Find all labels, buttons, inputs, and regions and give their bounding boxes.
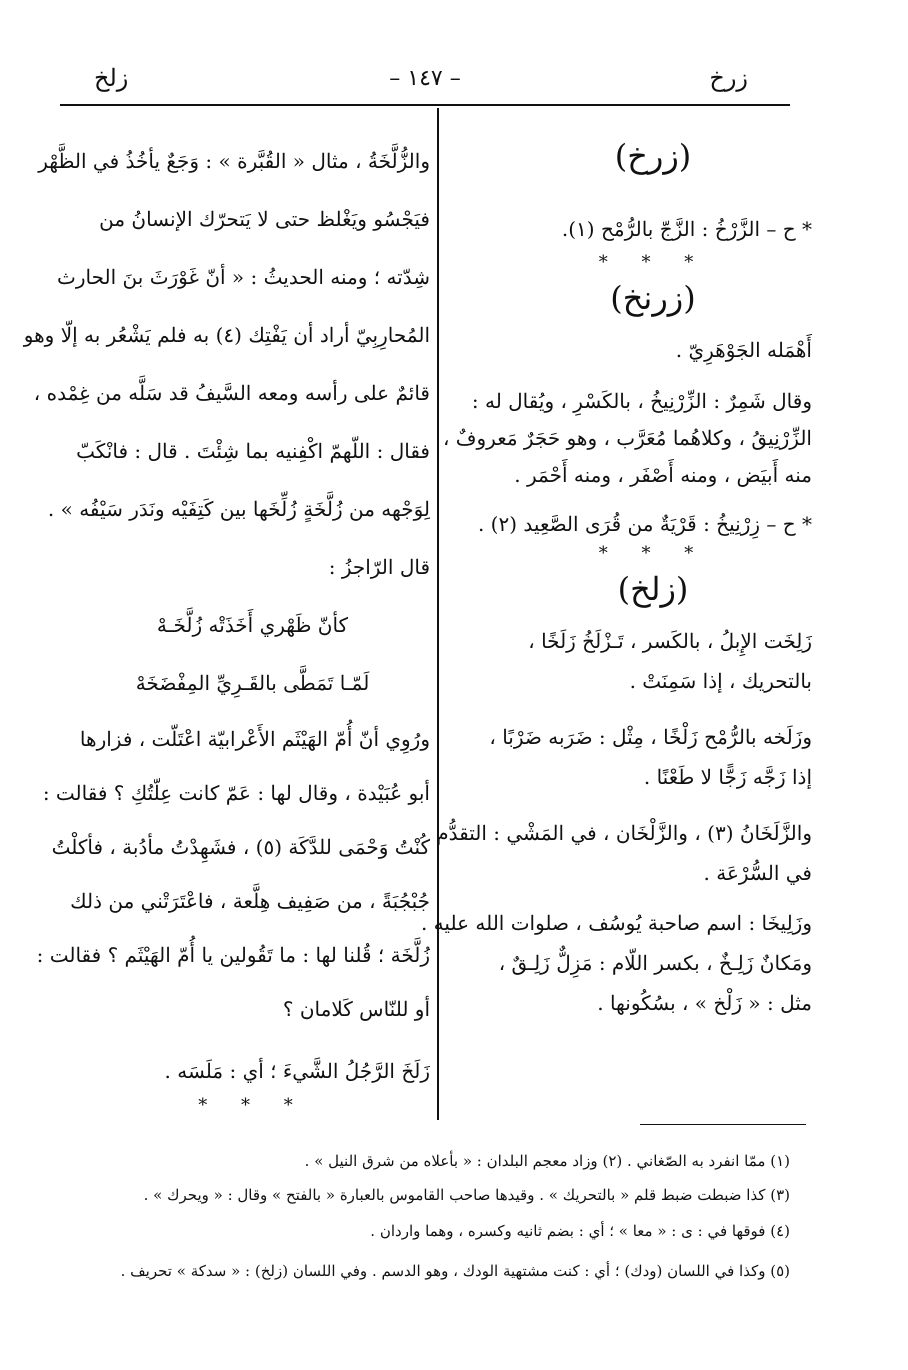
entry-line: وزَلَخه بالرُّمْح زَلْخًا ، مِثْل : ضَرَبه ضَرْبًا ، [489, 725, 812, 749]
verse-line: كأنّ ظَهْري أَخَذَتْه زُلَّخَـهْ [156, 613, 349, 637]
text-line: أو للنّاس كَلامان ؟ [282, 997, 430, 1021]
separator-stars: * * * [598, 543, 708, 564]
header-rule [60, 104, 790, 106]
footnote: (٣) كذا ضبطت ضبط قلم « بالتحريك » . وقيدها صاحب القاموس بالعبارة « بالفتح » وقال : « ويحرك » . [143, 1186, 790, 1204]
separator-stars: * * * [198, 1095, 307, 1116]
text-line: زُلَّخَة ؛ قُلنا لها : ما تَقُولين يا أُمّ الهَيْثَم ؟ فقالت : [36, 943, 430, 967]
text-line: فيَجْسُو ويَغْلظ حتى لا يَتحرّك الإنسانُ من [99, 207, 430, 231]
entry-line: وزَلِيخَا : اسم صاحبة يُوسُف ، صلوات الله عليه . [420, 911, 812, 935]
page-header [60, 56, 790, 100]
header-right-word: زرخ [709, 64, 748, 92]
text-line: شِدّته ؛ ومنه الحديثُ : « أنّ غَوْرَثَ بنَ الحارث [57, 265, 430, 289]
entry-line: إذا زَجَّه زَجًّا لا طَعْنًا . [643, 765, 812, 789]
footnote: (١) ممّا انفرد به الصّغاني . (٢) وزاد معجم البلدان : « بأعلاه من شرق النيل » . [304, 1152, 790, 1170]
text-line: كُنْتُ وَحْمَى للدَّكَة (٥) ، فشَهِدْتُ مأدُبة ، فأكلْتُ [51, 835, 430, 859]
text-line: والزُّلَّخَةُ ، مثال « القُبَّرة » : وَجَعٌ يأخُذُ في الظَّهْر [38, 149, 430, 173]
text-line: لِوَجْهه من زُلَّخَةٍ زُلِّخَها بين كَتِفَيْه ونَدَر سَيْفُه » . [47, 497, 430, 521]
verse-line: لَمّـا تَمَطَّى بالقَـرِيِّ المِفْضَخَهْ [135, 671, 370, 695]
entry-line: زَلِخَت الإِبلُ ، بالكَسر ، تَـزْلَخُ زَلَخًا ، [528, 629, 812, 653]
footnote-rule [640, 1124, 806, 1125]
page-number: – ١٤٧ – [389, 66, 461, 91]
text-line: أبو عُبَيْدة ، وقال لها : عَمّ كانت عِلّتُكِ ؟ فقالت : [42, 781, 430, 805]
text-line: زَلَخَ الرَّجُلُ الشَّيءَ ؛ أي : مَلَسَه . [164, 1059, 430, 1083]
entry-line: * ح – الزَّرْخُ : الزَّجّ بالرُّمْح (١). [561, 217, 812, 241]
entry-line: أَهْمَله الجَوْهَرِيّ . [675, 338, 812, 362]
entry-line: في السُّرْعَة . [703, 861, 812, 885]
entry-line: والزَّلَخَانُ (٣) ، والزَّلْخَان ، في المَشْي : التقدُّم [436, 821, 812, 845]
text-line: المُحارِبِيّ أراد أن يَفْتِك (٤) به فلم يَشْعُر به إلّا وهو [23, 323, 430, 347]
text-line: فقال : اللّهمّ اكْفِنيه بما شِئْتَ . قال : فانْكَبّ [76, 439, 430, 463]
entry-line: منه أَبيَض ، ومنه أَصْفَر ، ومنه أَحْمَر . [514, 463, 812, 487]
header-left-word: زلخ [94, 64, 129, 92]
entry-heading-zrkh: (زرخ) [614, 137, 692, 175]
entry-line: وقال شَمِرٌ : الزِّرْنِيخُ ، بالكَسْرِ ، ويُقال له : [471, 389, 812, 413]
entry-line: * ح – زِرْنِيخُ : قَرْيَةٌ من قُرَى الصَّعِيد (٢) . [477, 512, 812, 536]
entry-heading-zlkh: (زلخ) [617, 570, 689, 608]
footnote: (٤) فوقها في : ى : « معا » ؛ أي : بضم ثانيه وكسره ، وهما واردان . [370, 1222, 790, 1240]
footnote: (٥) وكذا في اللسان (ودك) ؛ أي : كنت مشتهية الودك ، وهو الدسم . وفي اللسان (زلخ) : « سدكة » تحريف . [120, 1262, 790, 1280]
column-divider [437, 108, 439, 1120]
text-line: قائمٌ على رأسه ومعه السَّيفُ قد سَلَّه من غِمْده ، [33, 381, 430, 405]
separator-stars: * * * [598, 252, 708, 273]
entry-line: بالتحريك ، إذا سَمِنَتْ . [629, 669, 812, 693]
text-line: قال الرّاجزُ : [328, 555, 430, 579]
entry-line: الزِّرْنِيقُ ، وكلاهُما مُعَرَّب ، وهو حَجَرٌ مَعروفٌ ، [442, 426, 812, 450]
entry-heading-zrnkh: (زرنخ) [610, 279, 696, 317]
entry-line: مثل : « زَلْخ » ، بسُكُونها . [597, 991, 812, 1015]
text-line: ورُوِي أنّ أُمّ الهَيْثَم الأَعْرابيّة اعْتَلّت ، فزارها [79, 727, 430, 751]
text-line: جُبْجُبَةً ، من صَفِيف هِلَّعة ، فاعْتَرَتْني من ذلك [70, 889, 430, 913]
right-column [420, 137, 812, 1023]
left-column [23, 132, 430, 1116]
entry-line: ومَكانٌ زَلِـخٌ ، بكسر اللّام : مَزِلٌّ زَلِـقٌ ، [498, 951, 812, 975]
